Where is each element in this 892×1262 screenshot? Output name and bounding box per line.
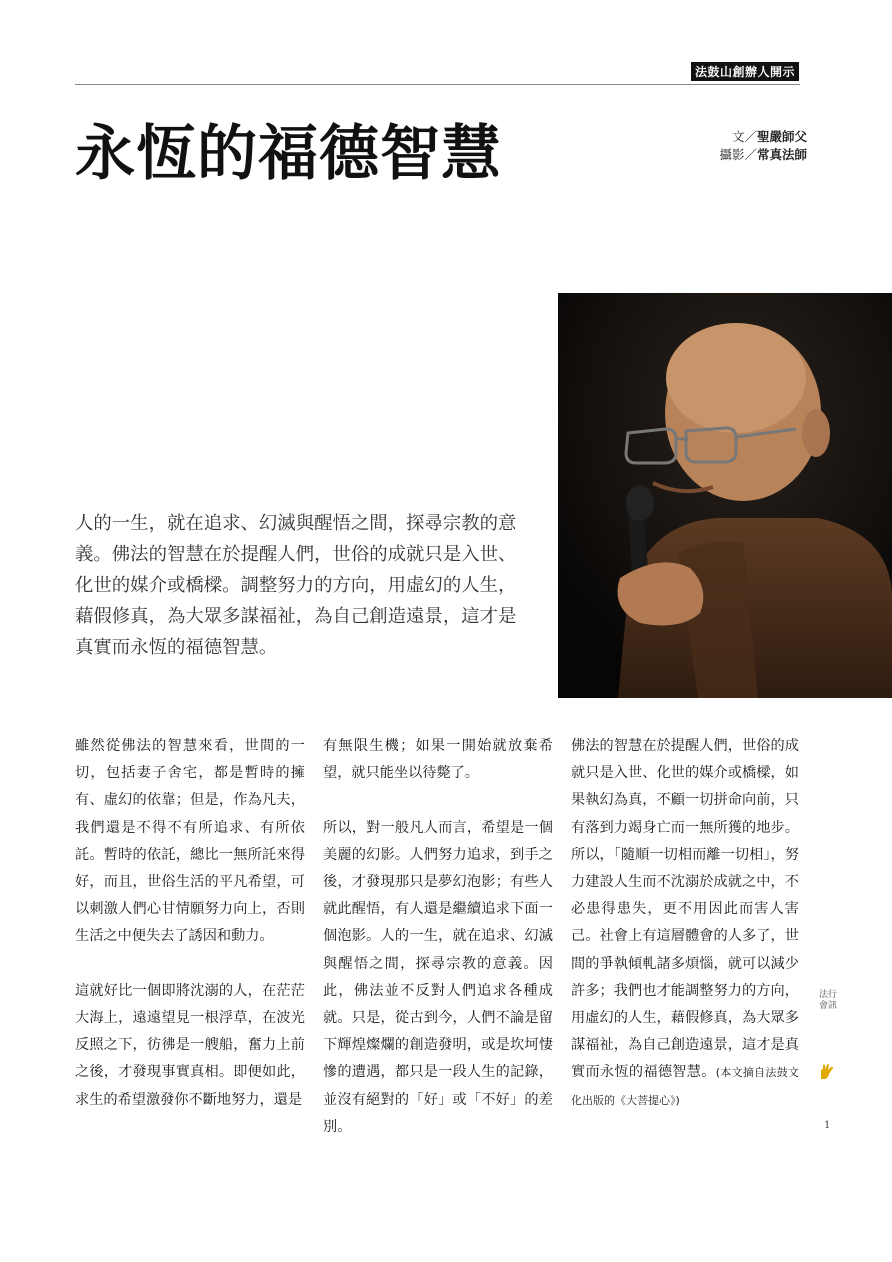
page-number: 1 bbox=[824, 1120, 831, 1131]
col1-paragraph-1: 雖然從佛法的智慧來看，世間的一切，包括妻子舍宅，都是暫時的擁有、虛幻的依靠；但是，作為凡夫，我們還是不得不有所追求、有所依託。暫時的依託，總比一無所託來得好，而且，世俗生活的平凡希望，可以刺激人們心甘情願努力向上，否則生活之中便失去了誘因和動力。 bbox=[75, 738, 305, 945]
header-rule bbox=[75, 84, 800, 85]
col2-paragraph-2: 所以，對一般凡人而言，希望是一個美麗的幻影。人們努力追求，到手之後，才發現那只是夢幻泡影；有些人就此醒悟，有人還是繼續追求下面一個泡影。人的一生，就在追求、幻滅與醒悟之間，探尋宗教的意義。因此，佛法並不反對人們追求各種成就。只是，從古到今，人們不論是留下輝煌燦爛的創造發明，或是坎坷悽慘的遭遇，都只是一段人生的記錄，並沒有絕對的「好」或「不好」的差別。 bbox=[323, 819, 553, 1135]
body-column-2 bbox=[323, 733, 553, 1141]
publication-mark: 法行會訊 bbox=[818, 990, 837, 1011]
col3-text: 佛法的智慧在於提醒人們，世俗的成就只是入世、化世的媒介或橋樑，如果執幻為真，不顧一切拼命向前，只有落到力竭身亡而一無所獲的地步。所以，「隨順一切相而離一切相」，努力建設人生而不沈溺於成就之中，不必患得患失，更不用因此而害人害己。社會上有這層體會的人多了，世間的爭執傾軋諸多煩惱，就可以減少許多；我們也才能調整努力的方向，用虛幻的人生，藉假修真，為大眾多謀福祉，為自己創造遠景，這才是真實而永恆的福德智慧。 bbox=[571, 738, 799, 1081]
author-prefix: 文／ bbox=[731, 129, 757, 144]
intro-paragraph: 人的一生，就在追求、幻滅與醒悟之間，探尋宗教的意義。佛法的智慧在於提醒人們，世俗的成就只是入世、化世的媒介或橋樑。調整努力的方向，用虛幻的人生，藉假修真，為大眾多謀福祉，為自己創造遠景，這才是真實而永恆的福德智慧。 bbox=[75, 513, 517, 658]
hand-icon bbox=[818, 1063, 836, 1081]
author-name: 聖嚴師父 bbox=[756, 129, 807, 144]
col1-paragraph-2: 這就好比一個即將沈溺的人，在茫茫大海上，遠遠望見一根浮草，在波光反照之下，彷彿是一艘船，奮力上前之後，才發現事實真相。即便如此，求生的希望激發你不斷地努力，還是 bbox=[75, 982, 305, 1108]
portrait-photo bbox=[558, 293, 892, 698]
col3-paragraph-1 bbox=[571, 733, 799, 1114]
body-column-3 bbox=[571, 733, 799, 1114]
source-note: (本文摘自法鼓文化出版的《大菩提心》) bbox=[571, 1066, 799, 1107]
photographer-name: 常真法師 bbox=[756, 147, 807, 162]
article-title: 永恆的福德智慧 bbox=[75, 119, 502, 189]
photographer-prefix: 攝影／ bbox=[719, 147, 757, 162]
portrait-illustration bbox=[558, 293, 892, 698]
section-label: 法鼓山創辦人開示 bbox=[691, 62, 799, 81]
body-column-1 bbox=[75, 733, 305, 1114]
col2-paragraph-1: 有無限生機；如果一開始就放棄希望，就只能坐以待斃了。 bbox=[323, 738, 553, 782]
author-line bbox=[719, 128, 807, 146]
credits bbox=[719, 128, 807, 164]
photographer-line bbox=[719, 146, 807, 164]
